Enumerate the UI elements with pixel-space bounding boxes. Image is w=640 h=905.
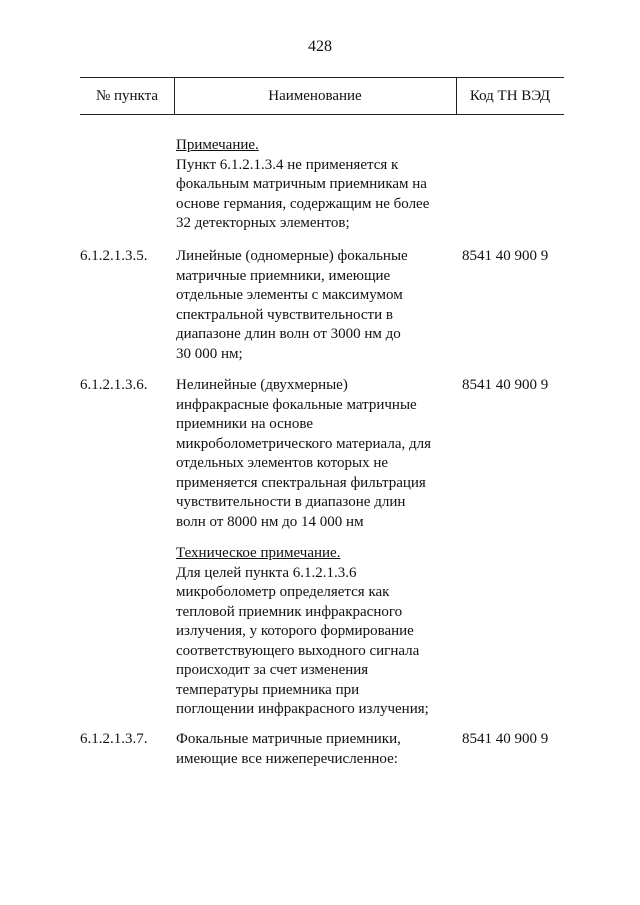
description-line: инфракрасные фокальные матричные bbox=[176, 396, 417, 413]
item-number: 6.1.2.1.3.6. bbox=[80, 377, 148, 393]
item-number: 6.1.2.1.3.7. bbox=[80, 731, 148, 747]
item-code: 8541 40 900 9 bbox=[462, 731, 549, 747]
page-number: 428 bbox=[308, 38, 332, 55]
technical-note-block bbox=[176, 544, 466, 720]
description-line: Линейные (одномерные) фокальные bbox=[176, 248, 408, 264]
table-header-bottom-rule bbox=[80, 114, 564, 115]
description-line: волн от 8000 нм до 14 000 нм bbox=[176, 513, 364, 530]
description-line: применяется спектральная фильтрация bbox=[176, 474, 426, 491]
description-line: микроболометрического материала, для bbox=[176, 435, 431, 452]
item-description bbox=[176, 376, 466, 532]
header-item-number: № пункта bbox=[95, 88, 159, 104]
technical-note-line: происходит за счет изменения bbox=[176, 662, 369, 678]
item-code: 8541 40 900 9 bbox=[462, 377, 549, 393]
note-line: 32 детекторных элементов; bbox=[176, 215, 350, 231]
technical-note-line: соответствующего выходного сигнала bbox=[176, 642, 420, 659]
header-code: Код ТН ВЭД bbox=[469, 88, 551, 104]
description-line: отдельные элементы с максимумом bbox=[176, 287, 403, 303]
technical-note-line: температуры приемника при bbox=[176, 681, 360, 698]
technical-note-line: излучения, у которого формирование bbox=[176, 623, 414, 639]
item-description bbox=[176, 247, 466, 364]
description-line: отдельных элементов которых не bbox=[176, 455, 389, 471]
description-line: имеющие все нижеперечисленное: bbox=[176, 750, 398, 767]
technical-note-line: Для целей пункта 6.1.2.1.3.6 bbox=[176, 564, 357, 581]
technical-note-line: микроболометр определяется как bbox=[176, 584, 390, 600]
description-line: спектральной чувствительности в bbox=[176, 306, 393, 323]
note-line: фокальным матричным приемникам на bbox=[176, 176, 427, 192]
description-line: чувствительности в диапазоне длин bbox=[176, 494, 406, 510]
header-name: Наименование bbox=[268, 88, 362, 104]
item-code: 8541 40 900 9 bbox=[462, 248, 549, 264]
note-line: Пункт 6.1.2.1.3.4 не применяется к bbox=[176, 156, 399, 173]
note-title: Примечание. bbox=[176, 137, 259, 153]
item-number: 6.1.2.1.3.5. bbox=[80, 248, 148, 264]
item-description bbox=[176, 730, 466, 769]
table-top-rule bbox=[80, 77, 564, 78]
note-line: основе германия, содержащим не более bbox=[176, 195, 430, 212]
description-line: диапазоне длин волн от 3000 нм до bbox=[176, 326, 401, 342]
description-line: Нелинейные (двухмерные) bbox=[176, 377, 348, 393]
technical-note-title: Техническое примечание. bbox=[176, 545, 341, 561]
description-line: Фокальные матричные приемники, bbox=[176, 731, 401, 747]
description-line: приемники на основе bbox=[176, 416, 313, 432]
technical-note-line: тепловой приемник инфракрасного bbox=[176, 603, 403, 620]
description-line: матричные приемники, имеющие bbox=[176, 267, 391, 284]
technical-note-line: поглощении инфракрасного излучения; bbox=[176, 701, 429, 717]
description-line: 30 000 нм; bbox=[176, 345, 243, 362]
note-block bbox=[176, 136, 466, 234]
